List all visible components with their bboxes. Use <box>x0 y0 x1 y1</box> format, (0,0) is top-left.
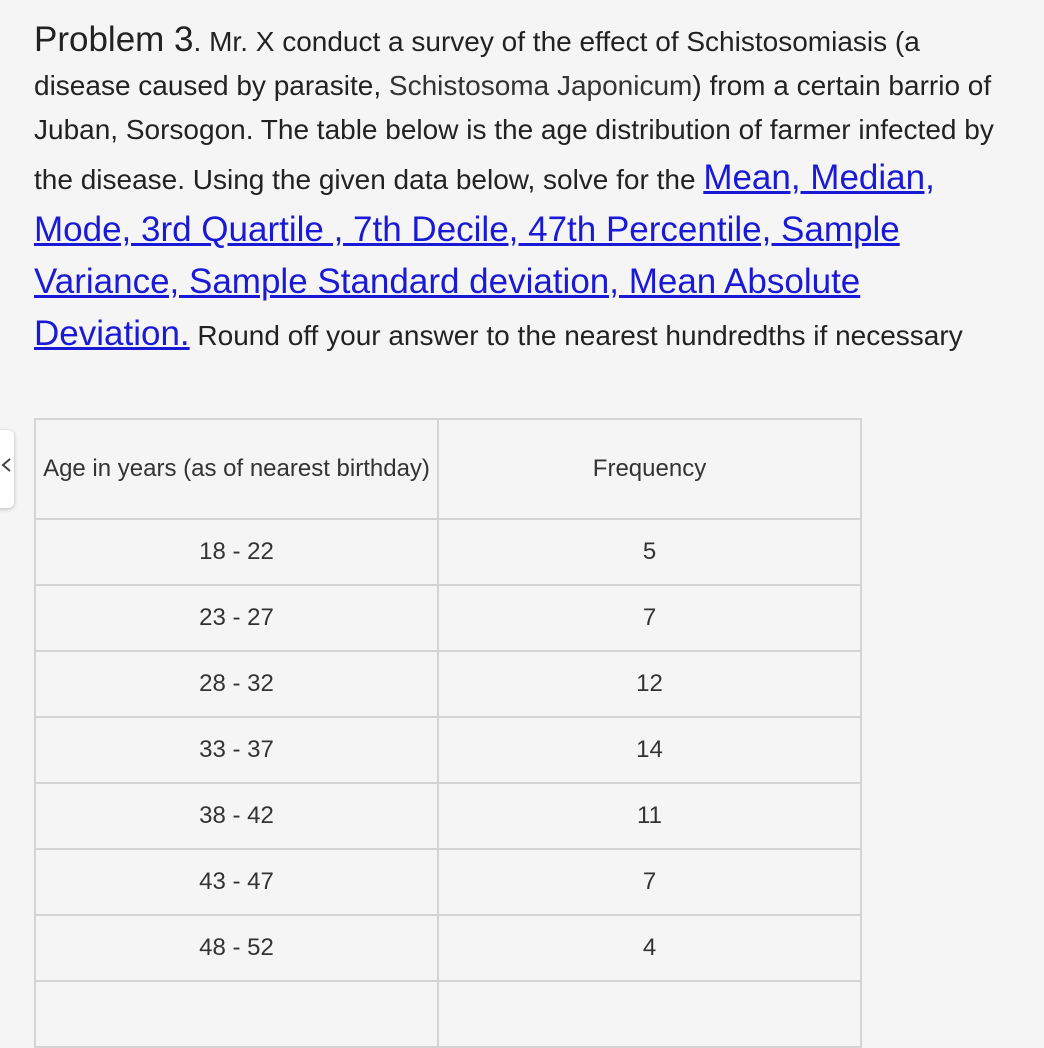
age-cell: 28 - 32 <box>35 651 438 717</box>
table-row-partial <box>35 981 861 1047</box>
frequency-column-header: Frequency <box>438 419 861 519</box>
frequency-cell: 7 <box>438 585 861 651</box>
age-cell: 23 - 27 <box>35 585 438 651</box>
table-row <box>35 717 861 783</box>
age-column-header: Age in years (as of nearest birthday) <box>35 419 438 519</box>
problem-body: ) from a certain barrio of Juban, Sorsogon. The table below is the age distribution of farmer infected by the disease. Using the given data below, solve for the <box>34 70 994 195</box>
frequency-cell: 12 <box>438 651 861 717</box>
frequency-cell: 4 <box>438 915 861 981</box>
problem-statement <box>34 18 1024 360</box>
frequency-cell: 7 <box>438 849 861 915</box>
age-cell: 38 - 42 <box>35 783 438 849</box>
age-cell: 43 - 47 <box>35 849 438 915</box>
table-row <box>35 651 861 717</box>
problem-intro: . Mr. X conduct a survey of the effect of Schistosomiasis (a disease caused by parasite, <box>34 26 920 101</box>
age-cell: 18 - 22 <box>35 519 438 585</box>
frequency-cell-empty <box>438 981 861 1047</box>
table-row <box>35 519 861 585</box>
table-row <box>35 783 861 849</box>
frequency-cell: 5 <box>438 519 861 585</box>
age-cell: 33 - 37 <box>35 717 438 783</box>
table-row <box>35 585 861 651</box>
age-cell-empty <box>35 981 438 1047</box>
frequency-cell: 14 <box>438 717 861 783</box>
table-header-row <box>35 419 861 519</box>
frequency-cell: 11 <box>438 783 861 849</box>
task-list-link[interactable]: Mean, Median, Mode, 3rd Quartile , 7th Decile, 47th Percentile, Sample Variance, Sample Standard deviation, Mean Absolute Deviation. <box>34 158 935 353</box>
problem-label: Problem 3 <box>34 20 194 59</box>
table-row <box>35 915 861 981</box>
side-panel-tab[interactable] <box>0 430 14 508</box>
rounding-instruction: Round off your answer to the nearest hundredths if necessary <box>197 320 963 351</box>
age-cell: 48 - 52 <box>35 915 438 981</box>
table-row <box>35 849 861 915</box>
frequency-table <box>34 418 862 1048</box>
chevron-left-icon <box>0 458 14 472</box>
parasite-name: Schistosoma Japonicum <box>388 70 693 101</box>
